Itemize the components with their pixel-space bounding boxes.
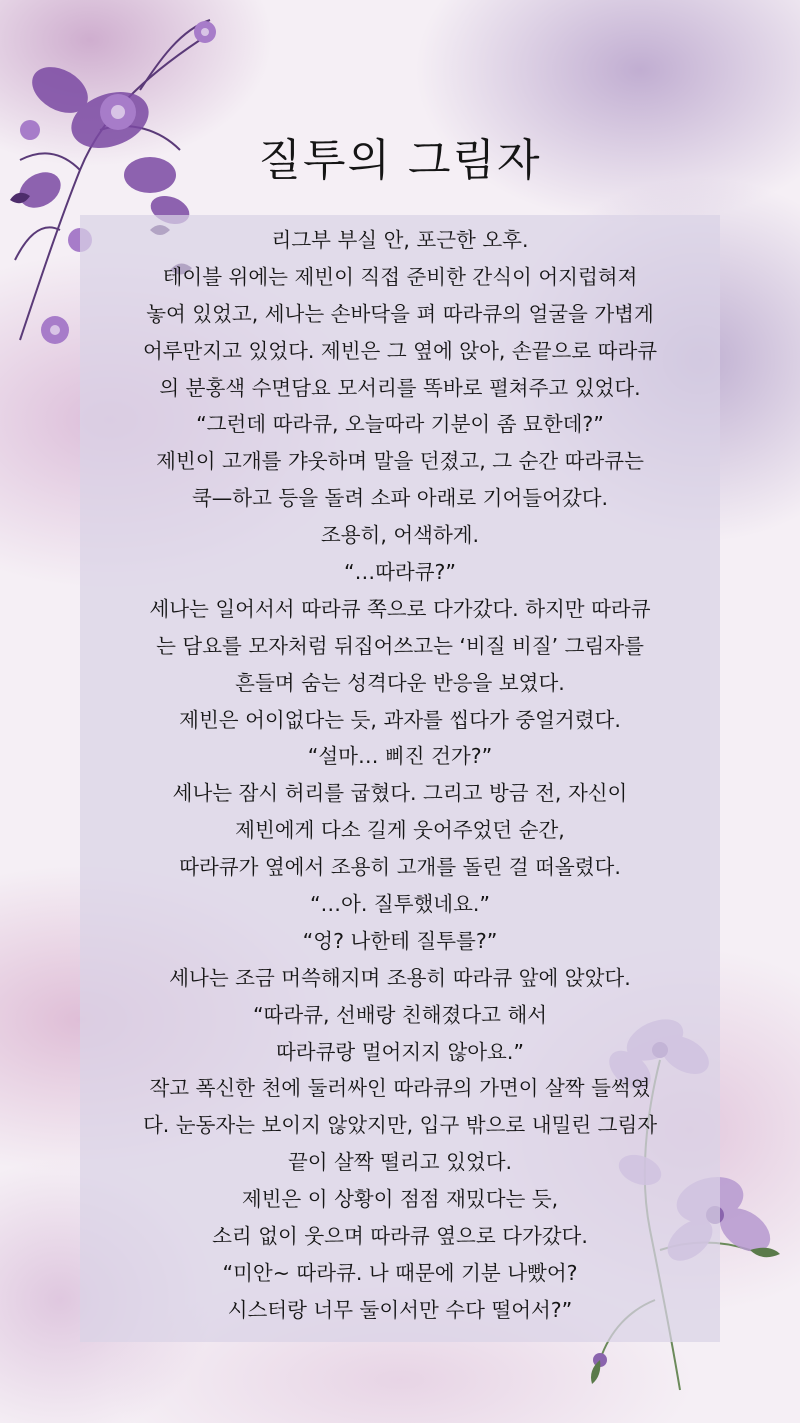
story-line: 조용히, 어색하게. [320, 523, 480, 548]
story-line: 따라큐가 옆에서 조용히 고개를 돌린 걸 떠올렸다. [179, 855, 621, 880]
story-line: 작고 폭신한 천에 둘러싸인 따라큐의 가면이 살짝 들썩였 [149, 1076, 651, 1101]
story-line: 따라큐랑 멀어지지 않아요.” [275, 1039, 524, 1064]
story-line: 흔들며 숨는 성격다운 반응을 보였다. [235, 670, 565, 695]
story-line: 제빈이 고개를 갸웃하며 말을 던졌고, 그 순간 따라큐는 [156, 449, 644, 474]
story-text [60, 222, 740, 1329]
story-line: 쿡—하고 등을 돌려 소파 아래로 기어들어갔다. [191, 486, 609, 511]
story-line: 끝이 살짝 떨리고 있었다. [287, 1150, 513, 1175]
story-line: “…따라큐?” [343, 560, 457, 585]
story-line: 의 분홍색 수면담요 모서리를 똑바로 펼쳐주고 있었다. [159, 375, 641, 400]
story-line: 세나는 조금 머쓱해지며 조용히 따라큐 앞에 앉았다. [169, 965, 631, 990]
story-line: 세나는 일어서서 따라큐 쪽으로 다가갔다. 하지만 따라큐 [149, 596, 651, 621]
page-title: 질투의 그림자 [258, 135, 542, 186]
story-line: 다. 눈동자는 보이지 않았지만, 입구 밖으로 내밀린 그림자 [142, 1113, 658, 1138]
story-line: 제빈에게 다소 길게 웃어주었던 순간, [235, 818, 565, 843]
story-line: “그런데 따라큐, 오늘따라 기분이 좀 묘한데?” [196, 412, 604, 437]
story-line: “따라큐, 선배랑 친해졌다고 해서 [252, 1002, 548, 1027]
story-line: 어루만지고 있었다. 제빈은 그 옆에 앉아, 손끝으로 따라큐 [142, 338, 658, 363]
story-line: “…아. 질투했네요.” [309, 892, 491, 917]
story-line: 리그부 부실 안, 포근한 오후. [271, 228, 529, 252]
story-line: “미안~ 따라큐. 나 때문에 기분 나빴어? [222, 1260, 578, 1285]
story-line: 세나는 잠시 허리를 굽혔다. 그리고 방금 전, 자신이 [172, 781, 628, 806]
story-line: 소리 없이 웃으며 따라큐 옆으로 다가갔다. [212, 1224, 588, 1249]
story-line: 놓여 있었고, 세나는 손바닥을 펴 따라큐의 얼굴을 가볍게 [146, 301, 654, 326]
story-line: 는 담요를 모자처럼 뒤집어쓰고는 ‘비질 비질’ 그림자를 [156, 633, 644, 658]
story-line: “엉? 나한테 질투를?” [302, 928, 498, 953]
story-line: “설마… 삐진 건가?” [307, 744, 493, 769]
story-line: 제빈은 어이없다는 듯, 과자를 씹다가 중얼거렸다. [179, 707, 621, 732]
story-line: 제빈은 이 상황이 점점 재밌다는 듯, [241, 1187, 559, 1212]
story-line: 테이블 위에는 제빈이 직접 준비한 간식이 어지럽혀져 [162, 264, 638, 289]
story-line: 시스터랑 너무 둘이서만 수다 떨어서?” [227, 1297, 573, 1322]
